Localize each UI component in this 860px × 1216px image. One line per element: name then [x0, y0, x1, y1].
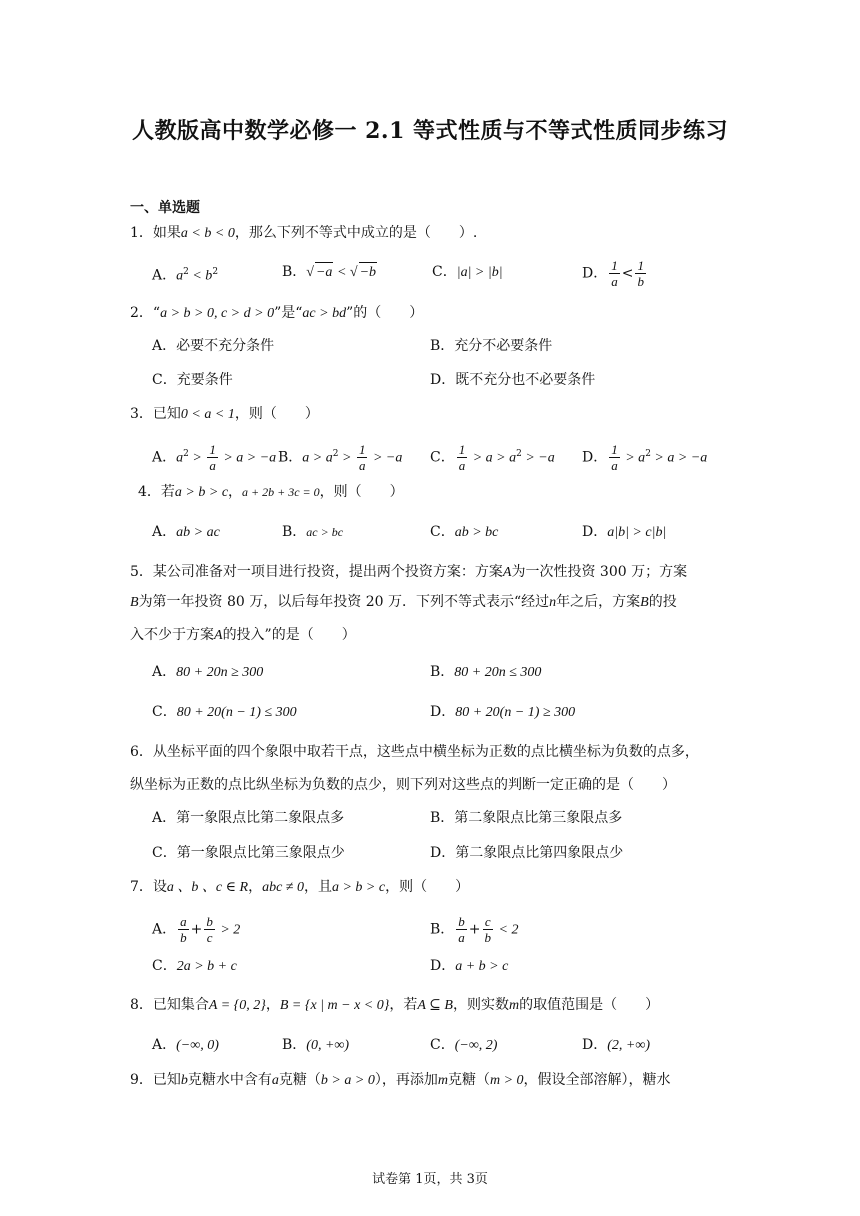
question-1: 1．如果a < b < 0，那么下列不等式中成立的是（ ）.: [130, 225, 478, 241]
q7-option-b[interactable]: B． $\frac{b}{a}$ + $\frac{c}{b}$ < 2: [430, 914, 519, 945]
q6-option-d[interactable]: D．第二象限点比第四象限点少: [430, 845, 624, 861]
q7-option-d[interactable]: D．a + b > c: [430, 958, 509, 974]
q1-option-c[interactable]: C．|a| > |b|: [432, 264, 503, 280]
q6-option-a[interactable]: A．第一象限点比第二象限点多: [152, 810, 345, 826]
q5-option-b[interactable]: B．80 + 20n ≤ 300: [430, 664, 542, 680]
page-title: 人教版高中数学必修一 2.1 等式性质与不等式性质同步练习: [131, 118, 729, 144]
question-5-line-2: B为第一年投资 80 万，以后每年投资 20 万．下列不等式表示“经过n年之后，方案B的投: [130, 594, 677, 610]
question-3: 3．已知0 < a < 1，则（ ）: [130, 406, 319, 422]
q3-option-d[interactable]: D． $\frac{1}{a}$ > $a^2 > a > -a$: [582, 442, 708, 473]
q2-option-b[interactable]: B．充分不必要条件: [430, 338, 553, 354]
q1-option-a[interactable]: A．$a^2 < b^2$: [152, 267, 219, 284]
q5-option-c[interactable]: C．80 + 20(n − 1) ≤ 300: [152, 704, 297, 720]
q1-option-b[interactable]: B．√ −a < √ −b: [282, 262, 377, 283]
q8-option-b[interactable]: B．(0, +∞): [282, 1037, 350, 1053]
question-6-line-1: 6．从坐标平面的四个象限中取若干点，这些点中横坐标为正数的点比横坐标为负数的点多，: [130, 744, 699, 760]
question-7: 7．设a 、b 、c ∈ R，abc ≠ 0，且a > b > c，则（ ）: [130, 879, 470, 895]
q8-option-a[interactable]: A．(−∞, 0): [152, 1037, 219, 1053]
q3-option-c[interactable]: C． $\frac{1}{a}$ > $a > a^2 > -a$: [430, 442, 555, 473]
q4-option-c[interactable]: C．ab > bc: [430, 524, 499, 540]
question-5-line-3: 入不少于方案A的投入”的是（ ）: [130, 627, 356, 643]
q8-option-c[interactable]: C．(−∞, 2): [430, 1037, 498, 1053]
q4-option-d[interactable]: D．a|b| > c|b|: [582, 524, 667, 540]
q4-option-a[interactable]: A．ab > ac: [152, 524, 220, 540]
question-4: 4．若a > b > c，a + 2b + 3c = 0，则（ ）: [138, 484, 404, 500]
q2-option-c[interactable]: C．充要条件: [152, 372, 233, 388]
q6-option-c[interactable]: C．第一象限点比第三象限点少: [152, 845, 345, 861]
q2-option-a[interactable]: A．必要不充分条件: [152, 338, 275, 354]
q8-option-d[interactable]: D．(2, +∞): [582, 1037, 650, 1053]
q1-option-d[interactable]: D． $\frac{1}{a}$ < $\frac{1}{b}$: [582, 258, 644, 289]
q7-option-a[interactable]: A． $\frac{a}{b}$ + $\frac{b}{c}$ > 2: [152, 914, 241, 945]
question-5-line-1: 5．某公司准备对一项目进行投资，提出两个投资方案：方案A为一次性投资 300 万；方案: [130, 564, 688, 580]
question-2: 2．“a > b > 0, c > d > 0”是“ac > bd”的（ ）: [130, 305, 424, 321]
question-6-line-2: 纵坐标为正数的点比纵坐标为负数的点少，则下列对这些点的判断一定正确的是（ ）: [130, 777, 676, 793]
q2-option-d[interactable]: D．既不充分也不必要条件: [430, 372, 596, 388]
page-footer: 试卷第 1页，共 3页: [372, 1172, 488, 1187]
question-8: 8．已知集合A = {0, 2}，B = {x | m − x < 0}，若A ⊆ B，则实数m的取值范围是（ ）: [130, 997, 660, 1013]
q5-option-d[interactable]: D．80 + 20(n − 1) ≥ 300: [430, 704, 576, 720]
q5-option-a[interactable]: A．80 + 20n ≥ 300: [152, 664, 264, 680]
section-heading: 一、单选题: [130, 200, 200, 216]
q4-option-b[interactable]: B．ac > bc: [282, 524, 344, 540]
q6-option-b[interactable]: B．第二象限点比第三象限点多: [430, 810, 623, 826]
q3-option-b[interactable]: B．$a > a^2$ > $\frac{1}{a}$ > −a: [278, 442, 403, 473]
q7-option-c[interactable]: C．2a > b + c: [152, 958, 237, 974]
question-9: 9．已知b克糖水中含有a克糖（b > a > 0），再添加m克糖（m > 0，假设全部溶解），糖水: [130, 1072, 671, 1088]
q3-option-a[interactable]: A．$a^2$ > $\frac{1}{a}$ > a > −a: [152, 442, 277, 473]
